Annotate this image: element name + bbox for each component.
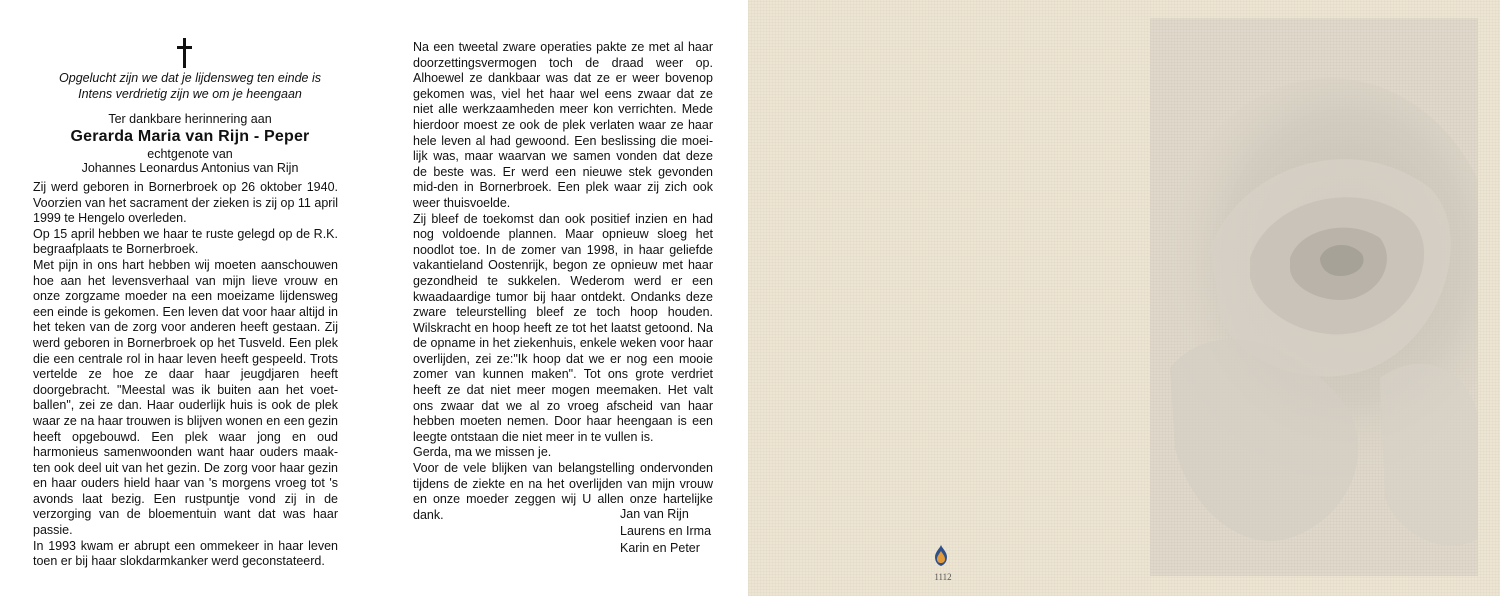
cross-icon [175,38,195,68]
paragraph: Op 15 april hebben we haar te ruste gelegd op de R.K. begraafplaats te Bornerbroek. [33,226,338,257]
left-page [0,0,370,603]
signature-line: Karin en Peter [620,541,700,555]
quote-line-2: Intens verdrietig zijn we om je heengaan [78,87,302,101]
spouse-label: echtgenote van [147,147,233,161]
paragraph: Voor de vele blijken van belangstelling ondervonden tijdens de ziekte en na het overlijden van mijn vrouw en onze moeder zeggen wij U allen onze hartelijke dank. [413,461,713,522]
rose-image [1150,18,1478,576]
paragraph: Zij werd geboren in Bornerbroek op 26 oktober 1940. Voorzien van het sacrament der zieken is zij op 11 april 1999 te Hengelo overleden. [33,180,338,226]
emblem-code: 1112 [934,572,952,582]
signatures [620,506,711,557]
quote-line-1: Opgelucht zijn we dat je lijdensweg ten einde is [59,71,321,85]
card-cover [748,0,1500,596]
left-body-text [33,180,338,570]
paragraph: Gerda, ma we missen je. [413,445,552,460]
signature-line: Laurens en Irma [620,524,712,538]
rose-image-panel [1150,18,1478,576]
deceased-name: Gerarda Maria van Rijn - Peper [70,128,310,145]
paragraph: Zij bleef de toekomst dan ook positief inzien en had nog voldoende plannen. Maar opnieuw sloeg het noodlot toe. In de zomer van 1998, in haar geliefde vakantieland Oostenrijk, begon ze opnieuw met haar gezondheid te sukkelen. Wederom werd er een kwaadaardige tumor bij haar ontdekt. Ondanks deze zware teleurstelling bleef ze toch hoop houden. Wilskracht en hoop heeft ze tot het laatst getoond. Na de opname in het ziekenhuis, enkele weken voor haar overlijden, zei ze:"Ik hoop dat we er nog een mooie zomer van kunnen maken". Tot ons grote verdriet heeft ze dat niet meer mogen meemaken. Het valt ons zwaar dat we al zo vroeg afscheid van haar hebben moeten nemen. Door haar heengaan is een leegte ontstaan die niet meer in te vullen is. [413,211,713,444]
emblem-icon [933,545,949,567]
memorial-quote [40,70,340,102]
memory-line: Ter dankbare herinnering aan [108,112,272,126]
paragraph: In 1993 kwam er abrupt een ommekeer in haar leven toen er bij haar slokdarmkanker werd geconstateerd. [33,538,338,569]
paragraph: Na een tweetal zware operaties pakte ze met al haar doorzettingsvermogen toch de draad weer op. Alhoewel ze dankbaar was dat ze er weer bovenop gekomen was, viel het haar wel eens zwaar dat ze niet alle werkzaamheden meer kon verrichten. Mede hierdoor moest ze ook de plek verlaten waar ze haar hele leven al had gewoond. Een beslissing die moei-lijk was, maar waarvan we samen vonden dat deze de beste was. Er werd een nieuwe stek gevonden mid-den in Bornerbroek. Een plek waar zij zich ook weer thuisvoelde. [413,40,713,210]
signature-line: Jan van Rijn [620,507,689,521]
spouse-name: Johannes Leonardus Antonius van Rijn [81,161,299,175]
middle-body-text [413,40,713,523]
paragraph: Met pijn in ons hart hebben wij moeten aanschouwen hoe aan het levensverhaal van mijn lieve vrouw en onze zorgzame moeder na een moeizame lijdensweg een einde is gekomen. Een leven dat voor haar altijd in het teken van de zorg voor anderen heeft gestaan. Zij werd geboren in Bornerbroek op het Tusveld. Een plek die een centrale rol in haar leven heeft gespeeld. Trots vertelde ze hoe ze daar haar jeugdjaren heeft doorgebracht. "Meestal was ik buiten aan het voet-ballen", zei ze dan. Haar ouderlijk huis is ook de plek waar ze na haar trouwen is blijven wonen en een gezin heeft opgebouwd. Een plek waar jong en oud harmonieus samenwoonden want haar ouders maak-ten ook deel uit van het gezin. De zorg voor haar gezin en haar ouders hield haar van 's morgens vroeg tot 's avonds laat bezig. Een rustpuntje vond zij in de verzorging van de bloementuin want dat was haar passie. [33,257,338,538]
